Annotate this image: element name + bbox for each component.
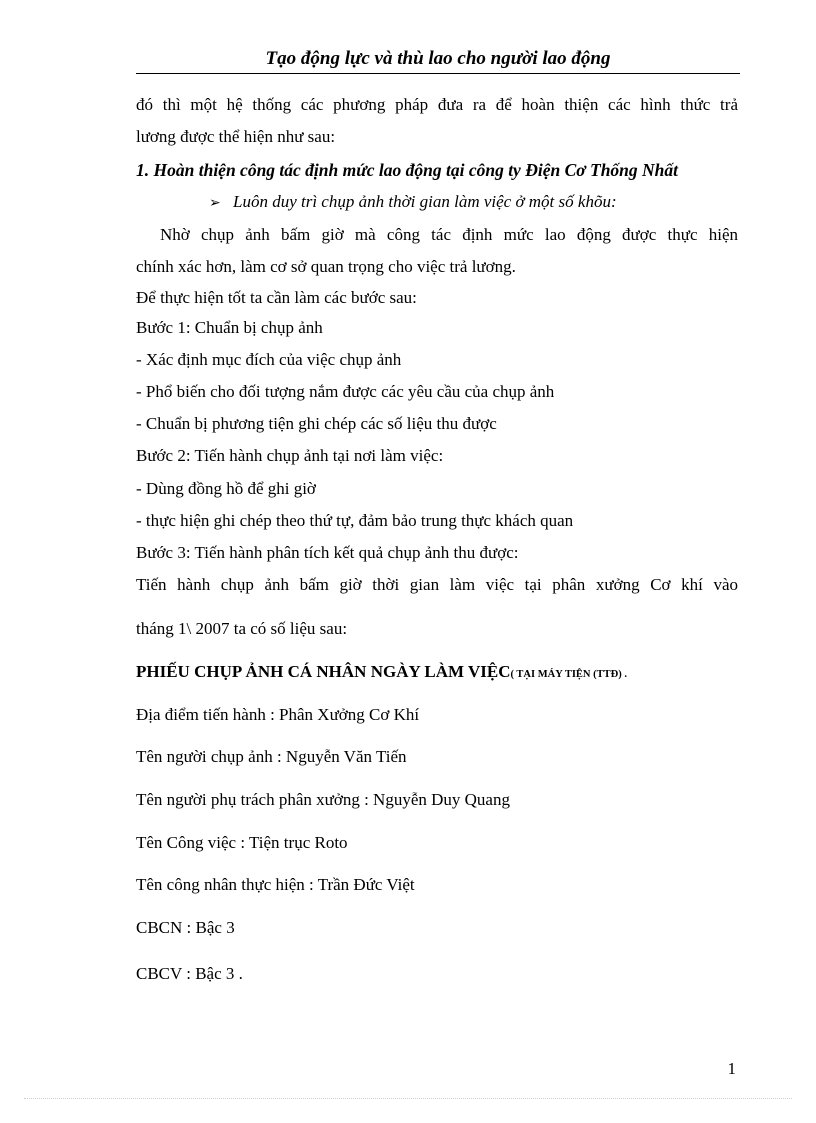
step-1-item-c: - Chuẩn bị phương tiện ghi chép các số liệu thu được xyxy=(136,414,497,433)
steps-intro: Để thực hiện tốt ta cần làm các bước sau: xyxy=(136,288,417,307)
form-worker: Tên công nhân thực hiện : Trần Đức Việt xyxy=(136,875,415,894)
step-1-item-b: - Phổ biến cho đối tượng nắm được các yêu cầu của chụp ảnh xyxy=(136,382,555,401)
bullet-item xyxy=(209,190,617,215)
step-1-item-a: - Xác định mục đích của việc chụp ảnh xyxy=(136,350,402,369)
form-supervisor: Tên người phụ trách phân xưởng : Nguyễn Duy Quang xyxy=(136,790,510,809)
page-header-title: Tạo động lực và thù lao cho người lao động xyxy=(265,48,611,69)
intro-line-2: lương được thể hiện như sau: xyxy=(136,127,336,146)
paragraph-line-2: chính xác hơn, làm cơ sở quan trọng cho việc trả lương. xyxy=(136,257,516,276)
step-2-item-b: - thực hiện ghi chép theo thứ tự, đảm bảo trung thực khách quan xyxy=(136,511,574,530)
step-2-item-a: - Dùng đồng hồ để ghi giờ xyxy=(136,479,316,498)
footer-divider xyxy=(24,1098,792,1099)
result-line-2: tháng 1\ 2007 ta có số liệu sau: xyxy=(136,619,348,638)
arrow-bullet-icon: ➢ xyxy=(209,195,221,211)
result-line-1: Tiến hành chụp ảnh bấm giờ thời gian làm việc tại phân xưởng Cơ khí vào xyxy=(136,575,738,594)
step-2: Bước 2: Tiến hành chụp ảnh tại nơi làm việc: xyxy=(136,446,444,465)
form-title xyxy=(136,660,627,687)
step-1: Bước 1: Chuẩn bị chụp ảnh xyxy=(136,318,323,337)
paragraph-line-1: Nhờ chụp ảnh bấm giờ mà công tác định mức lao động được thực hiện xyxy=(160,225,738,244)
step-3: Bước 3: Tiến hành phân tích kết quả chụp ảnh thu được: xyxy=(136,543,519,562)
form-title-sub: ( TẠI MÁY TIỆN (TTĐ) . xyxy=(510,669,627,680)
form-title-main: PHIẾU CHỤP ẢNH CÁ NHÂN NGÀY LÀM VIỆC xyxy=(136,662,511,681)
bullet-text: Luôn duy trì chụp ảnh thời gian làm việc ở một số khõu: xyxy=(233,192,617,211)
form-location: Địa điểm tiến hành : Phân Xưởng Cơ Khí xyxy=(136,705,420,724)
form-photographer: Tên người chụp ảnh : Nguyễn Văn Tiến xyxy=(136,747,407,766)
header-divider xyxy=(136,73,740,74)
form-job: Tên Công việc : Tiện trục Roto xyxy=(136,833,348,852)
page-number: 1 xyxy=(727,1059,736,1078)
section-heading: 1. Hoàn thiện công tác định mức lao động tại công ty Điện Cơ Thống Nhất xyxy=(136,160,679,180)
intro-line-1: đó thì một hệ thống các phương pháp đưa ra để hoàn thiện các hình thức trả xyxy=(136,95,738,114)
form-cbcn: CBCN : Bậc 3 xyxy=(136,918,235,937)
form-cbcv: CBCV : Bậc 3 . xyxy=(136,964,243,983)
